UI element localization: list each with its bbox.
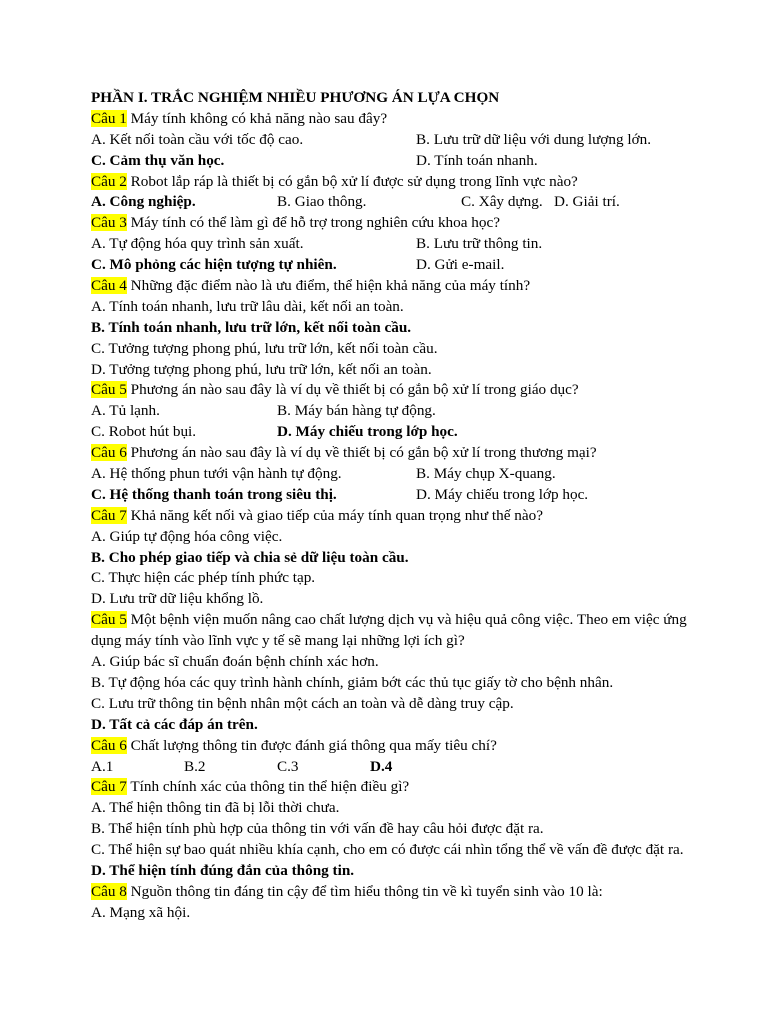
options-row — [91, 255, 711, 276]
option-d: D. Tính toán nhanh. — [416, 151, 538, 169]
question-label: Câu 7 — [91, 506, 127, 524]
option-b: B. Máy bán hàng tự động. — [277, 402, 436, 420]
option-d-answer: D.4 — [370, 757, 393, 775]
question-6 — [91, 443, 711, 464]
question-3 — [91, 213, 711, 234]
option-c: C. Robot hút bụi. — [91, 423, 197, 441]
question-label: Câu 3 — [91, 214, 127, 232]
options-row — [91, 192, 711, 213]
option-c-answer: C. Hệ thống thanh toán trong siêu thị. — [91, 485, 337, 503]
question-label: Câu 6 — [91, 736, 127, 754]
options-row — [91, 422, 711, 443]
options-row — [91, 130, 711, 151]
option-d-answer: D. Thể hiện tính đúng đắn của thông tin. — [91, 862, 355, 879]
option-b: B. Thể hiện tính phù hợp của thông tin với vấn đề hay câu hỏi được đặt ra. — [91, 820, 544, 838]
option-b: B. Lưu trữ dữ liệu với dung lượng lớn. — [416, 130, 652, 148]
option-d: D. Giải trí. — [554, 193, 620, 211]
question-text: Phương án nào sau đây là ví dụ về thiết bị có gắn bộ xử lí trong giáo dục? — [126, 381, 579, 399]
option-a: A. Tính toán nhanh, lưu trữ lâu dài, kết nối an toàn. — [91, 297, 404, 315]
option-b-answer: B. Cho phép giao tiếp và chia sẻ dữ liệu toàn cầu. — [91, 548, 409, 566]
option-a: A.1 — [91, 757, 114, 775]
question-text: Robot lắp ráp là thiết bị có gắn bộ xử lí được sử dụng trong lĩnh vực nào? — [126, 172, 578, 190]
question-7 — [91, 506, 711, 527]
option-a: A. Hệ thống phun tưới vận hành tự động. — [91, 465, 342, 483]
question-5 — [91, 380, 711, 401]
option-c: C.3 — [277, 757, 299, 775]
option-d-answer: D. Máy chiếu trong lớp học. — [277, 423, 458, 441]
options-row — [91, 485, 711, 506]
question-label: Câu 7 — [91, 778, 127, 796]
options-row — [91, 401, 711, 422]
option-b: B. Lưu trữ thông tin. — [416, 235, 543, 253]
option-b: B. Máy chụp X-quang. — [416, 465, 556, 483]
options-row — [91, 151, 711, 172]
question-label: Câu 6 — [91, 444, 127, 462]
option-d: D. Tưởng tượng phong phú, lưu trữ lớn, kết nối an toàn. — [91, 360, 432, 378]
option-c-answer: C. Cảm thụ văn học. — [91, 151, 225, 169]
option-b: B.2 — [184, 757, 206, 775]
option-a: A. Giúp bác sĩ chuẩn đoán bệnh chính xác hơn. — [91, 653, 379, 671]
question-text: Khả năng kết nối và giao tiếp của máy tính quan trọng như thế nào? — [126, 506, 543, 524]
option-c: C. Thực hiện các phép tính phức tạp. — [91, 569, 316, 587]
option-a: A. Tự động hóa quy trình sản xuất. — [91, 235, 304, 253]
section-title: PHẦN I. TRẮC NGHIỆM NHIỀU PHƯƠNG ÁN LỰA CHỌN — [91, 89, 500, 106]
question-text: Tính chính xác của thông tin thể hiện điều gì? — [126, 778, 410, 796]
question-1 — [91, 109, 711, 130]
question-2 — [91, 172, 711, 193]
option-a: A. Thể hiện thông tin đã bị lỗi thời chưa. — [91, 799, 340, 817]
question-7b — [91, 777, 711, 798]
question-label: Câu 2 — [91, 172, 127, 190]
option-d-answer: D. Tất cả các đáp án trên. — [91, 715, 258, 733]
option-c: C. Xây dựng. — [461, 193, 543, 211]
question-4 — [91, 276, 711, 297]
option-b-answer: B. Tính toán nhanh, lưu trữ lớn, kết nối toàn cầu. — [91, 318, 412, 336]
option-c: C. Lưu trữ thông tin bệnh nhân một cách an toàn và dễ dàng truy cập. — [91, 694, 514, 712]
options-row — [91, 464, 711, 485]
options-row — [91, 757, 711, 778]
options-row — [91, 234, 711, 255]
option-c: C. Tưởng tượng phong phú, lưu trữ lớn, kết nối toàn cầu. — [91, 339, 438, 357]
question-text: Những đặc điểm nào là ưu điểm, thể hiện khả năng của máy tính? — [126, 277, 531, 295]
question-text: Máy tính có thể làm gì để hỗ trợ trong nghiên cứu khoa học? — [126, 214, 500, 232]
question-label: Câu 1 — [91, 109, 127, 127]
option-c: C. Thể hiện sự bao quát nhiều khía cạnh, cho em có được cái nhìn tổng thể về vấn đề được đặt ra. — [91, 841, 684, 859]
question-text: Một bệnh viện muốn nâng cao chất lượng dịch vụ và hiệu quả công việc. Theo em việc ứng dụng máy tính vào lĩnh vực y tế sẽ mang lại những lợi ích gì? — [91, 611, 687, 650]
question-8 — [91, 882, 711, 903]
option-d: D. Lưu trữ dữ liệu khổng lồ. — [91, 590, 264, 608]
question-label: Câu 4 — [91, 277, 127, 295]
question-label: Câu 5 — [91, 611, 127, 629]
question-text: Chất lượng thông tin được đánh giá thông qua mấy tiêu chí? — [126, 736, 497, 754]
option-b: B. Tự động hóa các quy trình hành chính, giảm bớt các thủ tục giấy tờ cho bệnh nhân. — [91, 673, 614, 691]
question-text: Máy tính không có khả năng nào sau đây? — [126, 109, 388, 127]
question-label: Câu 5 — [91, 381, 127, 399]
question-text: Nguồn thông tin đáng tin cậy để tìm hiểu thông tin về kì tuyển sinh vào 10 là: — [126, 882, 603, 900]
option-d: D. Gửi e-mail. — [416, 256, 505, 274]
option-a: A. Mạng xã hội. — [91, 903, 191, 921]
question-text: Phương án nào sau đây là ví dụ về thiết bị có gắn bộ xử lí trong thương mại? — [126, 444, 597, 462]
question-5b — [91, 610, 711, 652]
option-c-answer: C. Mô phỏng các hiện tượng tự nhiên. — [91, 256, 337, 274]
option-a: A. Tủ lạnh. — [91, 402, 160, 420]
option-a: A. Kết nối toàn cầu với tốc độ cao. — [91, 130, 304, 148]
question-label: Câu 8 — [91, 882, 127, 900]
option-a: A. Giúp tự động hóa công việc. — [91, 527, 283, 545]
question-6b — [91, 736, 711, 757]
option-a-answer: A. Công nghiệp. — [91, 193, 196, 211]
document-page — [91, 88, 711, 924]
option-b: B. Giao thông. — [277, 193, 367, 211]
option-d: D. Máy chiếu trong lớp học. — [416, 485, 589, 503]
